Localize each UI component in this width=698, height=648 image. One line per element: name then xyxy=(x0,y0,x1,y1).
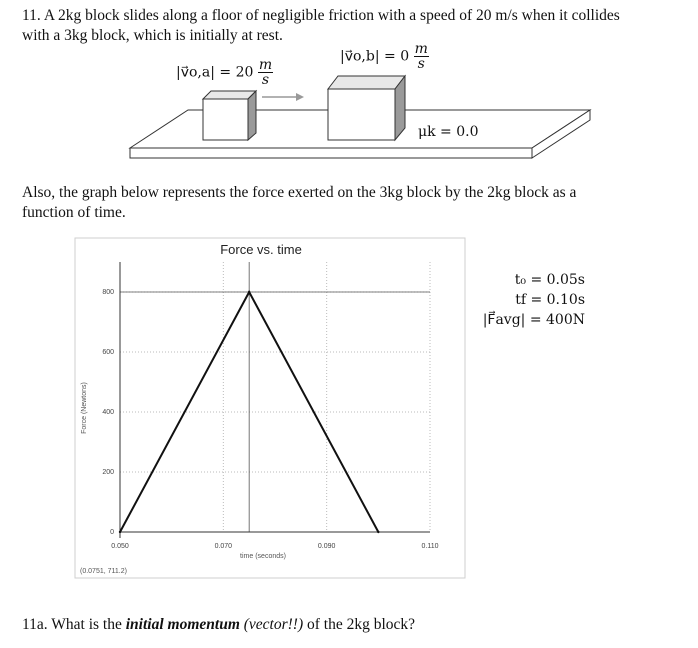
unit-den-a: s xyxy=(261,72,270,88)
velocity-b-text: |v⃗o,b| = 0 xyxy=(340,48,410,65)
chart-frame xyxy=(75,238,465,578)
cursor-readout: (0.0751, 711.2) xyxy=(80,568,127,575)
y-tick-label: 0 xyxy=(110,529,114,536)
graph-intro-line-1: Also, the graph below represents the force exerted on the 3kg block by the 2kg block as a xyxy=(22,184,577,201)
chart-title: Force vs. time xyxy=(220,242,302,257)
subq-emphasis: initial momentum xyxy=(125,616,240,633)
y-tick-label: 800 xyxy=(102,289,114,296)
given-values xyxy=(470,270,585,330)
force-data-point xyxy=(377,531,379,533)
y-tick-label: 600 xyxy=(102,349,114,356)
subquestion-11a xyxy=(22,616,415,634)
force-data-point xyxy=(119,531,121,533)
given-t0: t₀ = 0.05s xyxy=(514,272,585,288)
velocity-a-text: |v⃗o,a| = 20 xyxy=(176,64,254,81)
x-tick-label: 0.090 xyxy=(317,543,336,550)
y-axis-label: Force (Newtons) xyxy=(81,382,88,434)
problem-line-2: with a 3kg block, which is initially at rest. xyxy=(22,27,283,44)
unit-num-b: m xyxy=(414,41,428,57)
x-tick-label: 0.050 xyxy=(111,543,129,550)
unit-num-a: m xyxy=(258,57,273,73)
x-tick-label: 0.070 xyxy=(214,543,233,550)
x-axis-label: time (seconds) xyxy=(240,553,286,560)
friction-label: μk = 0.0 xyxy=(418,124,479,140)
given-favg: |F⃗avg| = 400N xyxy=(482,312,585,328)
subq-paren: (vector!!) xyxy=(243,616,304,633)
x-tick-label: 0.110 xyxy=(421,543,439,550)
force-data-point xyxy=(248,291,250,293)
subq-suffix: of the 2kg block? xyxy=(303,616,416,633)
subq-prefix: 11a. What is the xyxy=(22,616,126,633)
unit-den-b: s xyxy=(417,56,425,72)
problem-line-1: 11. A 2kg block slides along a floor of negligible friction with a speed of 20 m/s when it collides xyxy=(22,7,620,24)
y-tick-label: 400 xyxy=(102,409,114,416)
given-tf: tf = 0.10s xyxy=(515,292,585,308)
y-tick-label: 200 xyxy=(102,469,114,476)
graph-intro-line-2: function of time. xyxy=(22,204,126,221)
